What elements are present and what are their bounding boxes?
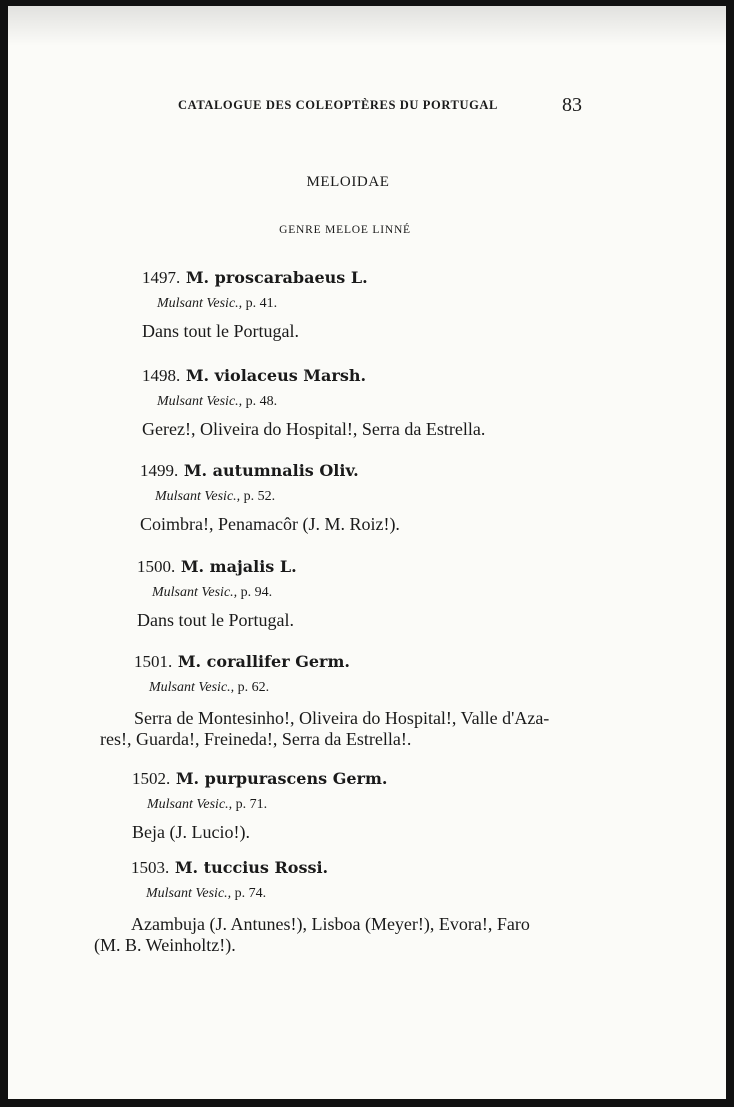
reference-source: Mulsant Vesic., — [152, 585, 238, 600]
reference — [155, 489, 400, 505]
reference — [152, 585, 297, 601]
reference-page: p. 71. — [235, 797, 268, 812]
reference — [146, 886, 328, 902]
entry-number: 1501. — [134, 652, 173, 671]
species-title — [140, 461, 400, 481]
localities-line: Azambuja (J. Antunes!), Lisboa (Meyer!), Evora!, Faro — [131, 914, 530, 934]
species-name: M. tuccius Rossi. — [174, 858, 329, 877]
running-title: CATALOGUE DES COLEOPTÈRES DU PORTUGAL — [178, 98, 498, 112]
species-name: M. purpurascens Germ. — [175, 769, 388, 788]
species-entry — [142, 268, 368, 342]
reference-source: Mulsant Vesic., — [146, 886, 232, 901]
species-name: M. majalis L. — [180, 557, 297, 576]
reference — [147, 797, 387, 813]
localities: Gerez!, Oliveira do Hospital!, Serra da Estrella. — [142, 419, 486, 439]
reference-source: Mulsant Vesic., — [147, 797, 233, 812]
localities-line: res!, Guarda!, Freineda!, Serra da Estrella!. — [100, 729, 412, 749]
localities: Dans tout le Portugal. — [137, 610, 294, 630]
reference-page: p. 41. — [245, 296, 278, 311]
species-entry — [134, 652, 350, 696]
species-title — [134, 652, 350, 672]
page-number: 83 — [562, 94, 582, 116]
species-title — [142, 366, 485, 386]
entry-number: 1502. — [132, 769, 171, 788]
species-entry — [131, 858, 328, 902]
reference — [157, 394, 485, 410]
localities-line: (M. B. Weinholtz!). — [94, 935, 236, 955]
species-title — [137, 557, 297, 577]
species-title — [131, 858, 328, 878]
species-name: M. violaceus Marsh. — [185, 366, 367, 385]
species-entry — [140, 461, 400, 535]
reference-page: p. 74. — [234, 886, 267, 901]
genus-heading: GENRE MELOE LINNÉ — [279, 224, 411, 236]
entry-number: 1497. — [142, 268, 181, 287]
localities: Coimbra!, Penamacôr (J. M. Roiz!). — [140, 514, 400, 534]
species-name: M. corallifer Germ. — [177, 652, 350, 671]
entry-number: 1498. — [142, 366, 181, 385]
reference-page: p. 48. — [245, 394, 278, 409]
entry-number: 1499. — [140, 461, 179, 480]
reference-source: Mulsant Vesic., — [155, 489, 241, 504]
reference-page: p. 52. — [243, 489, 276, 504]
family-heading: MELOIDAE — [306, 174, 390, 190]
species-title — [142, 268, 368, 288]
species-name: M. autumnalis Oliv. — [183, 461, 359, 480]
entry-number: 1500. — [137, 557, 176, 576]
reference-page: p. 62. — [237, 680, 270, 695]
species-entry — [132, 769, 387, 843]
localities-line: Serra de Montesinho!, Oliveira do Hospital!, Valle d'Aza- — [134, 708, 550, 728]
species-entry — [142, 366, 485, 440]
reference-source: Mulsant Vesic., — [157, 296, 243, 311]
species-title — [132, 769, 387, 789]
localities: Beja (J. Lucio!). — [132, 822, 250, 842]
species-entry — [137, 557, 297, 631]
reference — [149, 680, 350, 696]
entry-number: 1503. — [131, 858, 170, 877]
reference-source: Mulsant Vesic., — [157, 394, 243, 409]
book-page — [8, 6, 726, 1099]
localities: Dans tout le Portugal. — [142, 321, 299, 341]
reference-source: Mulsant Vesic., — [149, 680, 235, 695]
reference-page: p. 94. — [240, 585, 273, 600]
species-name: M. proscarabaeus L. — [185, 268, 368, 287]
reference — [157, 296, 368, 312]
